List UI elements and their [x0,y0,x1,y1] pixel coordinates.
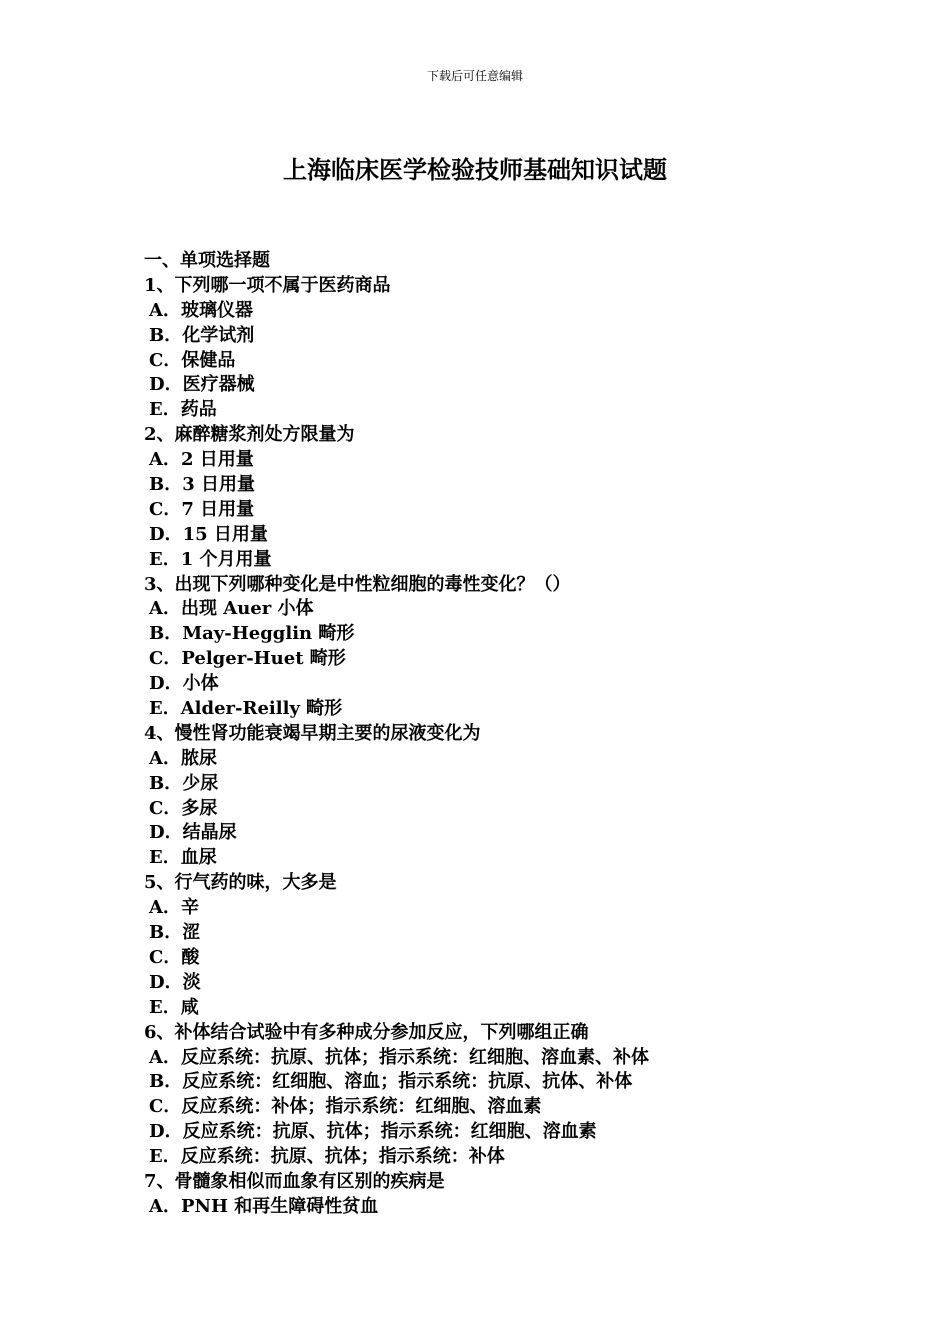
section-heading: 一、单项选择题 [144,250,270,271]
answer-option: E．咸 [149,996,199,1018]
answer-option: A．反应系统：抗原、抗体；指示系统：红细胞、溶血素、补体 [149,1046,649,1068]
answer-option: E．Alder-Reilly 畸形 [149,698,343,720]
answer-option: D．结晶尿 [149,822,237,844]
answer-option: B．涩 [149,922,201,944]
answer-option: C．反应系统：补体；指示系统：红细胞、溶血素 [149,1096,542,1118]
answer-option: C．多尿 [149,797,218,819]
answer-option: E．1 个月用量 [149,548,272,570]
question-stem: 6、补体结合试验中有多种成分参加反应，下列哪组正确 [144,1021,589,1043]
answer-option: A．辛 [149,897,199,919]
answer-option: D．医疗器械 [149,374,255,396]
answer-option: A．出现 Auer 小体 [149,598,314,620]
answer-option: C．保健品 [149,349,236,371]
question-stem: 4、慢性肾功能衰竭早期主要的尿液变化为 [144,722,481,744]
answer-option: B．May-Hegglin 畸形 [149,623,355,645]
question-stem: 5、行气药的味，大多是 [144,872,337,894]
answer-option: C．7 日用量 [149,498,255,520]
answer-option: B．化学试剂 [149,324,255,346]
question-list [144,249,844,1220]
answer-option: E．药品 [149,399,217,421]
answer-option: D．小体 [149,673,219,695]
answer-option: A．脓尿 [149,747,217,769]
question-stem: 3、出现下列哪种变化是中性粒细胞的毒性变化？（） [144,573,571,595]
answer-option: E．血尿 [149,847,217,869]
header-note: 下载后可任意编辑 [426,69,523,83]
question-stem: 1、下列哪一项不属于医药商品 [144,274,391,296]
answer-option: B．反应系统：红细胞、溶血；指示系统：抗原、抗体、补体 [149,1071,633,1093]
answer-option: C．酸 [149,946,200,968]
answer-option: B．3 日用量 [149,474,256,496]
answer-option: E．反应系统：抗原、抗体；指示系统：补体 [149,1146,505,1168]
answer-option: B．少尿 [149,772,219,794]
answer-option: A．玻璃仪器 [149,299,253,321]
question-stem: 7、骨髓象相似而血象有区别的疾病是 [144,1170,445,1192]
question-stem: 2、麻醉糖浆剂处方限量为 [144,424,355,446]
answer-option: D．15 日用量 [149,523,268,545]
answer-option: A．2 日用量 [149,449,254,471]
answer-option: D．淡 [149,971,201,993]
answer-option: D．反应系统：抗原、抗体；指示系统：红细胞、溶血素 [149,1121,597,1143]
answer-option: C．Pelger-Huet 畸形 [149,648,346,670]
page-title: 上海临床医学检验技师基础知识试题 [283,155,667,184]
answer-option: A．PNH 和再生障碍性贫血 [149,1195,379,1217]
